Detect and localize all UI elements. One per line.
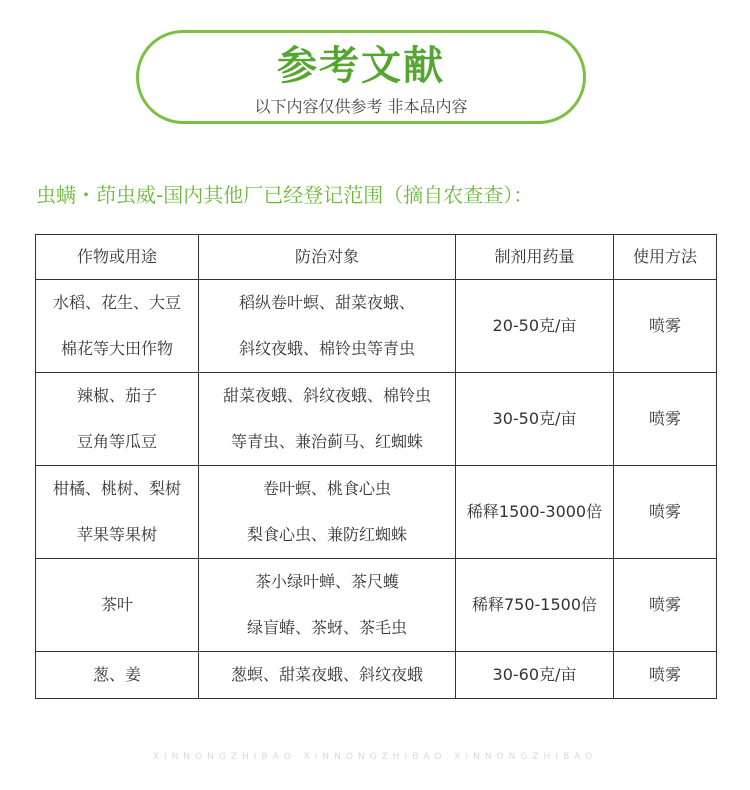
crop-line: 辣椒、茄子 xyxy=(76,386,157,405)
dosage-cell: 20-50克/亩 xyxy=(456,280,614,373)
target-line: 稻纵卷叶螟、甜菜夜蛾、 xyxy=(238,293,415,312)
crop-cell xyxy=(36,559,199,652)
table-row xyxy=(36,559,717,652)
target-cell xyxy=(199,652,456,699)
dosage-cell: 30-50克/亩 xyxy=(456,373,614,466)
target-line: 斜纹夜蛾、棉铃虫等青虫 xyxy=(238,339,415,358)
footer-watermark: XINNONGZHIBAO XINNONGZHIBAO XINNONGZHIBAO xyxy=(152,752,598,762)
crop-line: 柑橘、桃树、梨树 xyxy=(52,479,181,498)
crop-line: 苹果等果树 xyxy=(76,525,157,544)
target-cell xyxy=(199,280,456,373)
crop-line: 茶叶 xyxy=(100,595,133,614)
crop-cell xyxy=(36,466,199,559)
target-cell xyxy=(199,373,456,466)
header-dosage: 制剂用药量 xyxy=(456,235,614,280)
crop-line: 棉花等大田作物 xyxy=(60,339,173,358)
page-title: 参考文献 xyxy=(277,43,445,89)
target-line: 等青虫、兼治蓟马、红蜘蛛 xyxy=(230,432,423,451)
method-cell: 喷雾 xyxy=(614,280,717,373)
table-row xyxy=(36,466,717,559)
table-header-row xyxy=(36,235,717,280)
target-line: 葱螟、甜菜夜蛾、斜纹夜蛾 xyxy=(230,665,423,684)
table-row xyxy=(36,652,717,699)
target-line: 茶小绿叶蝉、茶尺蠖 xyxy=(254,572,399,591)
registration-table xyxy=(35,234,717,699)
page-subtitle: 以下内容仅供参考 非本品内容 xyxy=(254,97,468,116)
crop-line: 水稻、花生、大豆 xyxy=(52,293,181,312)
header-method: 使用方法 xyxy=(614,235,717,280)
dosage-cell: 稀释750-1500倍 xyxy=(456,559,614,652)
crop-cell xyxy=(36,373,199,466)
target-line: 绿盲蝽、茶蚜、茶毛虫 xyxy=(246,618,407,637)
table-row xyxy=(36,373,717,466)
method-cell: 喷雾 xyxy=(614,559,717,652)
crop-line: 葱、姜 xyxy=(92,665,141,684)
method-cell: 喷雾 xyxy=(614,373,717,466)
dosage-cell: 稀释1500-3000倍 xyxy=(456,466,614,559)
crop-cell xyxy=(36,652,199,699)
header-target: 防治对象 xyxy=(199,235,456,280)
target-cell xyxy=(199,466,456,559)
target-line: 卷叶螟、桃食心虫 xyxy=(262,479,391,498)
header-crop: 作物或用途 xyxy=(36,235,199,280)
table-row xyxy=(36,280,717,373)
crop-line: 豆角等瓜豆 xyxy=(76,432,157,451)
header-banner xyxy=(136,30,586,124)
target-line: 梨食心虫、兼防红蜘蛛 xyxy=(246,525,407,544)
crop-cell xyxy=(36,280,199,373)
method-cell: 喷雾 xyxy=(614,652,717,699)
method-cell: 喷雾 xyxy=(614,466,717,559)
dosage-cell: 30-60克/亩 xyxy=(456,652,614,699)
target-cell xyxy=(199,559,456,652)
section-heading: 虫螨・茚虫威-国内其他厂已经登记范围（摘自农查查）： xyxy=(36,183,534,207)
target-line: 甜菜夜蛾、斜纹夜蛾、棉铃虫 xyxy=(222,386,431,405)
